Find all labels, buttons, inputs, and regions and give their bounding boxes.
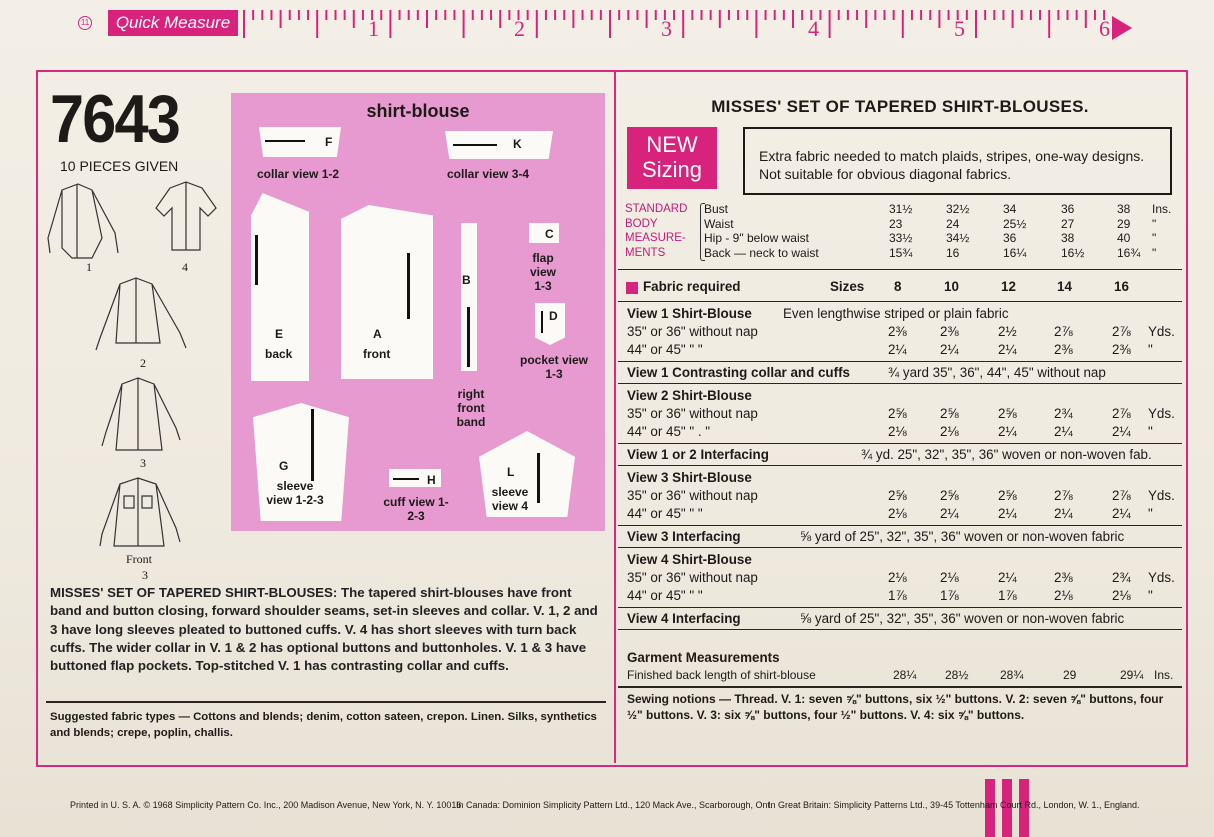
footer-us: Printed in U. S. A. © 1968 Simplicity Pattern Co. Inc., 200 Madison Avenue, New York, N. Y. 10016 [70, 800, 462, 810]
std-label-line-2: BODY [625, 217, 658, 230]
note-line-2: Not suitable for obvious diagonal fabrics. [759, 166, 1012, 182]
view-rule [618, 629, 1182, 630]
yardage-value: 1⅞ [940, 588, 959, 603]
yardage-value: 2⅞ [1054, 488, 1073, 503]
piece-e-letter: E [275, 327, 284, 341]
yardage-value: 2⅞ [1054, 324, 1073, 339]
measurement-value: 33½ [889, 231, 913, 245]
yardage-value: 2¼ [1054, 506, 1073, 521]
ruler-end-arrow [1112, 16, 1132, 40]
yardage-value: 2⅝ [998, 406, 1017, 421]
description-text: The tapered shirt-blouses have front band and button closing, forward shoulder seams, set-in sleeves and collar. V. 1, 2 and 3 have long sleeves pleated to buttoned cuffs. V. 4 has short sleeves with turn back cuffs. The wider collar in V. 1 & 2 has optional buttons and buttonholes. V. 1 & 3 have buttoned flap pockets. Top-stitched V. 1 has contrasting collar and cuffs. [50, 585, 598, 674]
figure-label-3: 3 [140, 456, 146, 470]
ruler-number-1: 1 [368, 16, 379, 41]
yardage-value: 2¼ [998, 506, 1017, 521]
yardage-unit: Yds. [1148, 324, 1175, 339]
suggested-lead: Suggested fabric types [50, 711, 176, 723]
ruler-number-5: 5 [954, 16, 965, 41]
view-sketches [40, 178, 230, 568]
measurement-value: 24 [946, 216, 960, 231]
std-label-line-1: STANDARD [625, 203, 688, 215]
piece-d-label: pocket view 1-3 [519, 353, 589, 381]
notions-text: — Thread. V. 1: seven ⅝" buttons, six ½" buttons. V. 2: seven ⅝" buttons, four ½" buttons. V. 3: six ⅝" buttons, four ½" buttons. V. 4: six ⅝" buttons. [627, 692, 1164, 722]
view-rule [618, 383, 1182, 384]
ruler-number-6: 6 [1099, 16, 1110, 41]
measurement-value: 16¾ [1117, 245, 1141, 260]
measurement-label: Back — neck to waist [704, 245, 819, 260]
grain-arrow-h [393, 478, 419, 480]
view-rule [618, 361, 1182, 362]
yardage-value: 2⅞ [1112, 488, 1131, 503]
yardage-label: 44" or 45" " . " [627, 424, 711, 439]
yardage-label: 35" or 36" without nap [627, 324, 758, 339]
ruler-ticks [0, 0, 1214, 46]
yardage-value: 2⅝ [888, 406, 907, 421]
measurement-bracket [700, 203, 705, 261]
garment-size-10: 28½ [945, 668, 969, 682]
rule-measurements [618, 269, 1182, 270]
yardage-label: 44" or 45" " " [627, 342, 703, 357]
measurement-value: 23 [889, 216, 903, 231]
view-header: View 3 Shirt-Blouse [627, 470, 752, 485]
yardage-unit: " [1148, 342, 1153, 357]
piece-a-letter: A [373, 327, 382, 341]
view-line-text: ⅝ yard of 25", 32", 35", 36" woven or non-woven fabric [800, 529, 1125, 544]
piece-f-letter: F [325, 135, 333, 149]
yardage-value: 2⅛ [1054, 588, 1073, 603]
yardage-value: 2¼ [940, 506, 959, 521]
size-12: 12 [1001, 279, 1016, 294]
yardage-value: 2¾ [1054, 406, 1073, 421]
yardage-value: 2⅛ [940, 424, 959, 439]
yardage-value: 2⅜ [888, 324, 907, 339]
measurement-value: 15¾ [889, 245, 913, 260]
yardage-unit: " [1148, 424, 1153, 439]
note-line-1: Extra fabric needed to match plaids, stripes, one-way designs. [759, 148, 1145, 164]
yardage-value: 2⅝ [998, 488, 1017, 503]
view-header: View 1 Shirt-Blouse [627, 306, 752, 321]
yardage-value: 2¼ [998, 424, 1017, 439]
grain-arrow-f [265, 140, 305, 142]
garment-size-14: 29 [1063, 668, 1077, 682]
piece-c-flap [529, 223, 559, 243]
piece-d-letter: D [549, 309, 558, 323]
figure-label-front: Front [126, 552, 153, 566]
view-rule [618, 525, 1182, 526]
size-10: 10 [944, 279, 959, 294]
garment-size-8: 28¼ [893, 668, 917, 682]
yardage-value: 2⅛ [888, 424, 907, 439]
measurement-value: 36 [1061, 202, 1075, 216]
piece-b-letter: B [462, 273, 471, 287]
measurement-label: Waist [704, 216, 734, 231]
garment-size-12: 28¾ [1000, 668, 1024, 682]
new-sizing-badge [627, 127, 717, 189]
view-line-label: View 1 or 2 Interfacing [627, 447, 769, 462]
grain-arrow-k [453, 144, 497, 146]
figure-label-front-3: 3 [142, 568, 148, 582]
notions-lead: Sewing notions [627, 692, 716, 706]
sizes-label: Sizes [830, 279, 865, 294]
ruler-number-4: 4 [808, 16, 819, 41]
view-line-text: ¾ yd. 25", 32", 35", 36" woven or non-woven fab. [861, 447, 1152, 462]
yardage-value: 2¼ [1112, 424, 1131, 439]
fabric-required-marker [626, 282, 638, 294]
yardage-value: 2⅝ [940, 406, 959, 421]
piece-a-label: front [363, 347, 391, 361]
size-16: 16 [1114, 279, 1129, 294]
new-sizing-line1: NEW [646, 132, 698, 157]
view-extra: Even lengthwise striped or plain fabric [783, 306, 1009, 321]
yardage-value: 1⅞ [998, 588, 1017, 603]
view-header: View 2 Shirt-Blouse [627, 388, 752, 403]
rule-fabric-header [618, 301, 1182, 302]
yardage-value: 2⅜ [1054, 342, 1073, 357]
view-rule [618, 443, 1182, 444]
grain-arrow-e [255, 235, 258, 285]
new-sizing-line2: Sizing [642, 157, 702, 182]
view-1-sketch [48, 184, 118, 258]
view-2-sketch [96, 278, 186, 350]
garment-size-16: 29¼ [1120, 668, 1144, 682]
piece-l-label: sleeve view 4 [491, 485, 529, 513]
right-title: MISSES' SET OF TAPERED SHIRT-BLOUSES. [711, 97, 1089, 116]
yardage-value: 1⅞ [888, 588, 907, 603]
yardage-value: 2⅜ [1054, 570, 1073, 585]
piece-g-letter: G [279, 459, 289, 473]
footer-britain: In Great Britain: Simplicity Patterns Ltd., 39-45 Tottenham Court Rd., London, W. 1., England. [768, 800, 1140, 810]
measurement-value: 25½ [1003, 216, 1027, 231]
yardage-label: 44" or 45" " " [627, 588, 703, 603]
view-line-text: ¾ yard 35", 36", 44", 45" without nap [888, 365, 1106, 380]
yardage-unit: Yds. [1148, 570, 1175, 585]
footer-canada: In Canada: Dominion Simplicity Pattern Ltd., 120 Mack Ave., Scarborough, Ont. [456, 800, 773, 810]
figure-label-4: 4 [182, 260, 188, 274]
piece-e-label: back [265, 347, 293, 361]
piece-k-letter: K [513, 137, 522, 151]
garment-header: Garment Measurements [627, 650, 780, 665]
piece-c-letter: C [545, 227, 554, 241]
view-line-text: ⅝ yard of 25", 32", 35", 36" woven or non-woven fabric [800, 611, 1125, 626]
yardage-value: 2¼ [1112, 506, 1131, 521]
measurement-unit: Ins. [1152, 202, 1172, 216]
measurement-unit: " [1152, 231, 1157, 245]
std-label-line-4: MENTS [625, 246, 666, 259]
yardage-label: 44" or 45" " " [627, 506, 703, 521]
yardage-value: 2⅜ [940, 324, 959, 339]
description-rule [46, 701, 606, 703]
piece-c-label: flap view 1-3 [529, 251, 556, 293]
yardage-value: 2½ [998, 324, 1017, 339]
yardage-label: 35" or 36" without nap [627, 570, 758, 585]
yardage-value: 2¾ [1112, 570, 1131, 585]
measurement-value: 38 [1061, 231, 1075, 245]
measurement-value: 29 [1117, 216, 1131, 231]
yardage-value: 2⅞ [1112, 406, 1131, 421]
measurement-value: 31½ [889, 202, 913, 216]
yardage-value: 2¼ [940, 342, 959, 357]
rule-garment [618, 686, 1182, 688]
measurement-label: Bust [704, 202, 729, 216]
view-line-label: View 1 Contrasting collar and cuffs [627, 365, 850, 380]
measurement-value: 34½ [946, 231, 970, 245]
view-rule [618, 465, 1182, 466]
layout-title: shirt-blouse [366, 101, 470, 121]
ruler-number-2: 2 [514, 16, 525, 41]
piece-b-label: right front band [456, 387, 486, 429]
size-8: 8 [894, 279, 902, 294]
yardage-value: 2⅝ [888, 488, 907, 503]
piece-h-label: cuff view 1-2-3 [383, 495, 449, 523]
yardage-value: 2¼ [998, 570, 1017, 585]
yardage-value: 2⅝ [940, 488, 959, 503]
pattern-description [50, 584, 602, 675]
yardage-value: 2⅜ [1112, 342, 1131, 357]
suggested-text: — Cottons and blends; denim, cotton sateen, crepon. Linen. Silks, synthetics and blends; crepe, poplin, challis. [50, 711, 597, 739]
size-14: 14 [1057, 279, 1072, 294]
yardage-label: 35" or 36" without nap [627, 406, 758, 421]
yardage-value: 2¼ [998, 342, 1017, 357]
pattern-number: 7643 [50, 81, 179, 157]
piece-h-letter: H [427, 473, 436, 487]
yardage-value: 2⅛ [1112, 588, 1131, 603]
yardage-value: 2⅛ [940, 570, 959, 585]
garment-unit: Ins. [1154, 668, 1174, 682]
figure-label-1: 1 [86, 260, 92, 274]
yardage-unit: Yds. [1148, 406, 1175, 421]
piece-k-label: collar view 3-4 [447, 167, 530, 181]
yardage-value: 2⅛ [888, 506, 907, 521]
measurement-unit: " [1152, 216, 1157, 231]
view-rule [618, 547, 1182, 548]
fabric-required-label: Fabric required [643, 279, 741, 294]
view-line-label: View 3 Interfacing [627, 529, 741, 544]
suggested-fabrics [50, 709, 602, 741]
yardage-value: 2⅞ [1112, 324, 1131, 339]
measurement-value: 27 [1061, 216, 1075, 231]
description-lead: MISSES' SET OF TAPERED SHIRT-BLOUSES: [50, 585, 338, 600]
view-line-label: View 4 Interfacing [627, 611, 741, 626]
grain-arrow-d [541, 311, 543, 333]
yardage-unit: " [1148, 506, 1153, 521]
yardage-value: 2¼ [1054, 424, 1073, 439]
grain-arrow-b [467, 307, 470, 367]
measurement-value: 16½ [1061, 245, 1085, 260]
measurement-value: 36 [1003, 231, 1017, 245]
grain-arrow-a [407, 253, 410, 319]
measurement-value: 16¼ [1003, 245, 1027, 260]
column-divider [614, 72, 616, 763]
registration-mark: 11 [78, 16, 92, 30]
view-4-sketch [156, 182, 216, 250]
yardage-value: 2¼ [888, 342, 907, 357]
piece-f-label: collar view 1-2 [257, 167, 340, 181]
garment-label: Finished back length of shirt-blouse [627, 668, 816, 682]
measurement-value: 40 [1117, 231, 1131, 245]
piece-g-label: sleeve view 1-2-3 [266, 479, 324, 507]
ruler-number-3: 3 [661, 16, 672, 41]
sewing-notions [627, 691, 1177, 723]
pieces-given: 10 PIECES GIVEN [60, 158, 179, 174]
standard-body-measurements-label [625, 202, 687, 260]
yardage-unit: Yds. [1148, 488, 1175, 503]
figure-label-2: 2 [140, 356, 146, 370]
view-rule [618, 607, 1182, 608]
measurement-value: 34 [1003, 202, 1017, 216]
grain-arrow-g [311, 409, 314, 481]
measurement-value: 38 [1117, 202, 1131, 216]
measurement-label: Hip - 9" below waist [704, 231, 809, 245]
piece-l-letter: L [507, 465, 515, 479]
std-label-line-3: MEASURE- [625, 232, 686, 244]
yardage-unit: " [1148, 588, 1153, 603]
yardage-value: 2⅛ [888, 570, 907, 585]
measurement-value: 16 [946, 245, 960, 260]
quick-measure-label: Quick Measure [108, 10, 238, 36]
front-3-sketch [100, 478, 180, 546]
measurement-value: 32½ [946, 202, 970, 216]
view-header: View 4 Shirt-Blouse [627, 552, 752, 567]
measurement-unit: " [1152, 245, 1157, 260]
fabric-note-box [743, 127, 1172, 195]
view-3-sketch [102, 378, 180, 450]
grain-arrow-l [537, 453, 540, 503]
yardage-label: 35" or 36" without nap [627, 488, 758, 503]
quick-measure-ruler [0, 0, 1214, 46]
pattern-pieces-layout [231, 93, 605, 531]
